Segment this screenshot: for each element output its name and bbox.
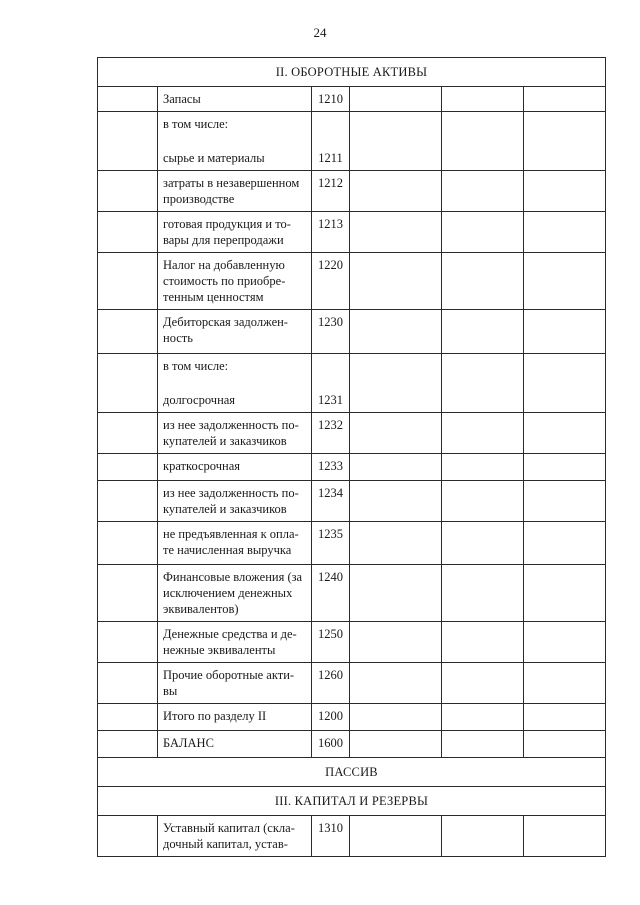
value-cell-3 [524, 481, 606, 522]
table-row [98, 87, 606, 112]
value-cell-1 [350, 354, 442, 413]
value-cell-1 [350, 622, 442, 663]
value-cell-2 [442, 87, 524, 112]
row-indicator-name [158, 622, 312, 663]
row-indicator-name [158, 413, 312, 454]
row-code: 1200 [312, 704, 350, 731]
balance-sheet-table [97, 57, 606, 857]
table-row [98, 731, 606, 758]
value-cell-3 [524, 704, 606, 731]
row-code: 1600 [312, 731, 350, 758]
indicator-text-line: эквивалентов) [163, 602, 239, 616]
indicator-text-line: ность [163, 331, 193, 345]
value-cell-2 [442, 112, 524, 171]
table-row [98, 413, 606, 454]
indicator-text-line: краткосрочная [163, 459, 241, 473]
table-row [98, 565, 606, 622]
indicator-text-line: готовая продукция и то- [163, 217, 291, 231]
indicator-text-line: купателей и заказчиков [163, 502, 287, 516]
indicator-text-line: в том числе: [163, 117, 229, 131]
section-row-liabilities [98, 758, 606, 787]
indicator-text-line: из нее задолженность по- [163, 418, 299, 432]
value-cell-1 [350, 481, 442, 522]
indicator-text-line: сырье и материалы [163, 151, 265, 165]
indicator-text-line: долгосрочная [163, 393, 236, 407]
table-row [98, 622, 606, 663]
row-indicator-name [158, 816, 312, 857]
value-cell-3 [524, 354, 606, 413]
indicator-text-line: дочный капитал, устав- [163, 837, 288, 851]
value-cell-2 [442, 704, 524, 731]
row-code [312, 112, 350, 171]
row-code: 1232 [312, 413, 350, 454]
row-blank-cell [98, 454, 158, 481]
value-cell-1 [350, 87, 442, 112]
value-cell-2 [442, 565, 524, 622]
row-indicator-name [158, 171, 312, 212]
value-cell-3 [524, 565, 606, 622]
row-indicator-name [158, 212, 312, 253]
table-row [98, 253, 606, 310]
value-cell-3 [524, 731, 606, 758]
row-blank-cell [98, 481, 158, 522]
value-cell-2 [442, 816, 524, 857]
row-code: 1235 [312, 522, 350, 565]
value-cell-1 [350, 112, 442, 171]
row-code: 1234 [312, 481, 350, 522]
value-cell-1 [350, 565, 442, 622]
indicator-text-line: из нее задолженность по- [163, 486, 299, 500]
section-title-current-assets: II. ОБОРОТНЫЕ АКТИВЫ [98, 58, 606, 87]
value-cell-2 [442, 413, 524, 454]
row-code: 1310 [312, 816, 350, 857]
table-row [98, 481, 606, 522]
row-indicator-name [158, 354, 312, 413]
row-blank-cell [98, 87, 158, 112]
row-blank-cell [98, 354, 158, 413]
row-blank-cell [98, 212, 158, 253]
table-row [98, 454, 606, 481]
row-code: 1220 [312, 253, 350, 310]
value-cell-1 [350, 704, 442, 731]
value-cell-1 [350, 212, 442, 253]
section-row-capital [98, 787, 606, 816]
row-code: 1240 [312, 565, 350, 622]
value-cell-2 [442, 310, 524, 354]
indicator-text-line: вары для перепродажи [163, 233, 284, 247]
row-blank-cell [98, 704, 158, 731]
value-cell-3 [524, 622, 606, 663]
row-indicator-name [158, 87, 312, 112]
row-code: 1213 [312, 212, 350, 253]
row-code-value: 1231 [318, 393, 343, 407]
value-cell-3 [524, 87, 606, 112]
section-title-liabilities: ПАССИВ [98, 758, 606, 787]
indicator-text-line: вы [163, 684, 178, 698]
value-cell-3 [524, 413, 606, 454]
row-code: 1260 [312, 663, 350, 704]
row-indicator-name [158, 454, 312, 481]
value-cell-2 [442, 171, 524, 212]
indicator-text-line: не предъявленная к опла- [163, 527, 299, 541]
value-cell-1 [350, 253, 442, 310]
row-code: 1210 [312, 87, 350, 112]
value-cell-1 [350, 171, 442, 212]
row-indicator-name [158, 565, 312, 622]
value-cell-2 [442, 522, 524, 565]
value-cell-2 [442, 481, 524, 522]
table-row [98, 112, 606, 171]
value-cell-3 [524, 816, 606, 857]
indicator-text-line: затраты в незавершенном [163, 176, 300, 190]
indicator-text-line: Денежные средства и де- [163, 627, 297, 641]
indicator-text-line: стоимость по приобре- [163, 274, 286, 288]
row-blank-cell [98, 663, 158, 704]
section-row-current-assets [98, 58, 606, 87]
row-indicator-name [158, 731, 312, 758]
indicator-text-line: Налог на добавленную [163, 258, 285, 272]
row-indicator-name [158, 112, 312, 171]
row-blank-cell [98, 112, 158, 171]
indicator-text-line: Финансовые вложения (за [163, 570, 303, 584]
indicator-text-line: купателей и заказчиков [163, 434, 287, 448]
row-code [312, 354, 350, 413]
value-cell-2 [442, 731, 524, 758]
value-cell-1 [350, 454, 442, 481]
table-row [98, 816, 606, 857]
value-cell-1 [350, 816, 442, 857]
value-cell-2 [442, 622, 524, 663]
indicator-text-line: те начисленная выручка [163, 543, 292, 557]
row-code: 1233 [312, 454, 350, 481]
indicator-text-line: нежные эквиваленты [163, 643, 276, 657]
value-cell-3 [524, 663, 606, 704]
indicator-text-line: Прочие оборотные акти- [163, 668, 295, 682]
value-cell-2 [442, 212, 524, 253]
value-cell-1 [350, 413, 442, 454]
row-indicator-name [158, 522, 312, 565]
table-row [98, 704, 606, 731]
row-blank-cell [98, 310, 158, 354]
value-cell-3 [524, 112, 606, 171]
value-cell-3 [524, 522, 606, 565]
value-cell-2 [442, 354, 524, 413]
value-cell-3 [524, 454, 606, 481]
row-blank-cell [98, 731, 158, 758]
table-row [98, 310, 606, 354]
row-blank-cell [98, 171, 158, 212]
table-row [98, 171, 606, 212]
indicator-text-line: БАЛАНС [163, 736, 214, 750]
row-indicator-name [158, 310, 312, 354]
indicator-text-line: исключением денежных [163, 586, 293, 600]
table-row [98, 212, 606, 253]
value-cell-3 [524, 310, 606, 354]
section-title-capital: III. КАПИТАЛ И РЕЗЕРВЫ [98, 787, 606, 816]
row-indicator-name [158, 481, 312, 522]
indicator-text-line: Дебиторская задолжен- [163, 315, 288, 329]
value-cell-2 [442, 454, 524, 481]
row-blank-cell [98, 253, 158, 310]
value-cell-3 [524, 212, 606, 253]
indicator-text-line: Запасы [163, 92, 201, 106]
row-blank-cell [98, 622, 158, 663]
row-code-value: 1211 [318, 151, 343, 165]
indicator-text-line: тенным ценностям [163, 290, 264, 304]
indicator-text-line: в том числе: [163, 359, 229, 373]
value-cell-2 [442, 253, 524, 310]
value-cell-1 [350, 731, 442, 758]
table-row [98, 522, 606, 565]
page-number: 24 [313, 25, 327, 40]
value-cell-1 [350, 663, 442, 704]
row-blank-cell [98, 522, 158, 565]
row-indicator-name [158, 704, 312, 731]
value-cell-3 [524, 253, 606, 310]
row-blank-cell [98, 413, 158, 454]
table-row [98, 354, 606, 413]
value-cell-1 [350, 522, 442, 565]
row-code: 1250 [312, 622, 350, 663]
value-cell-1 [350, 310, 442, 354]
value-cell-2 [442, 663, 524, 704]
row-code: 1230 [312, 310, 350, 354]
table-row [98, 663, 606, 704]
indicator-text-line: Итого по разделу II [163, 709, 267, 723]
row-blank-cell [98, 816, 158, 857]
row-indicator-name [158, 663, 312, 704]
value-cell-3 [524, 171, 606, 212]
indicator-text-line: Уставный капитал (скла- [163, 821, 295, 835]
row-code: 1212 [312, 171, 350, 212]
row-indicator-name [158, 253, 312, 310]
indicator-text-line: производстве [163, 192, 235, 206]
row-blank-cell [98, 565, 158, 622]
